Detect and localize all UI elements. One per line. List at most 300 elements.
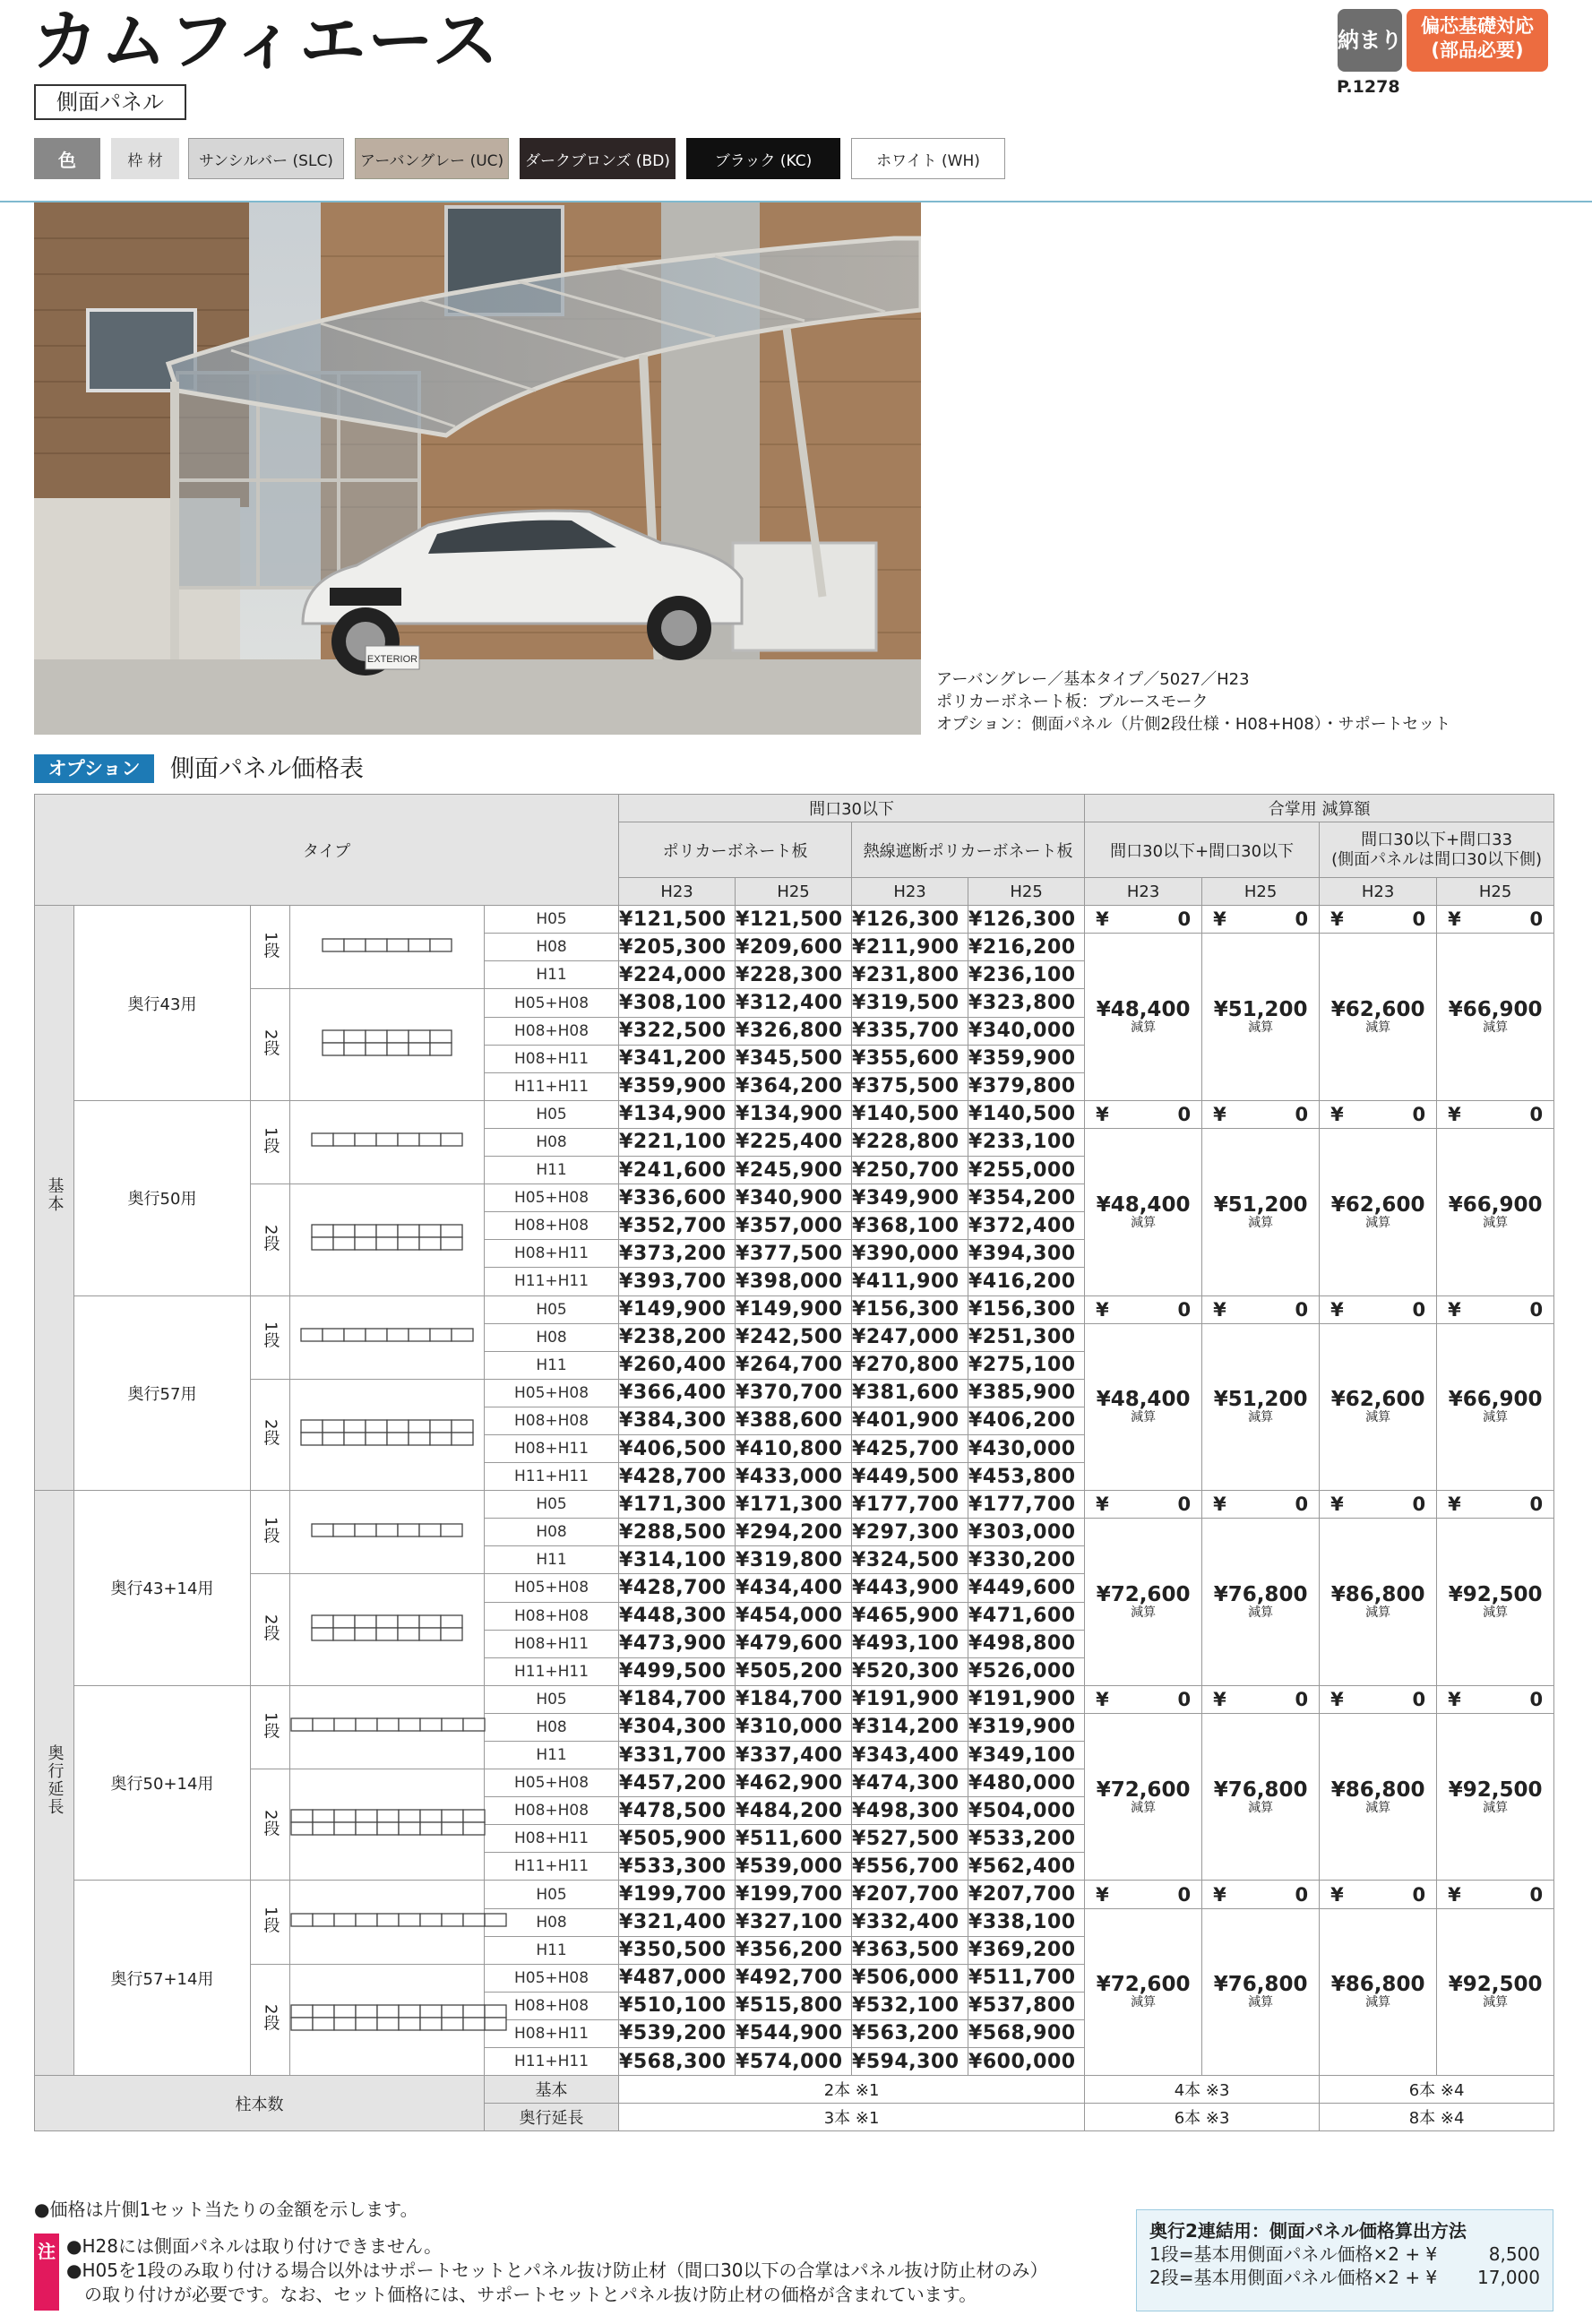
discount-note: 減算 bbox=[1248, 1995, 1274, 2010]
height-label: H05+H08 bbox=[485, 1379, 619, 1407]
discount-zero-cell bbox=[1320, 1491, 1437, 1519]
price-cell: ¥449,600 bbox=[968, 1574, 1085, 1602]
discount-zero bbox=[1202, 908, 1319, 930]
price-cell: ¥343,400 bbox=[852, 1742, 968, 1769]
dan-2-label bbox=[251, 989, 290, 1100]
dan-1-label bbox=[251, 1491, 290, 1574]
dan-1-label bbox=[251, 1685, 290, 1769]
zero-value: 0 bbox=[1412, 1883, 1426, 1906]
discount-cell bbox=[1085, 1323, 1202, 1491]
dan-2-label bbox=[251, 1964, 290, 2075]
kiso-badge-line1: 偏芯基礎対応 bbox=[1421, 15, 1534, 37]
price-cell: ¥324,500 bbox=[852, 1546, 968, 1574]
discount-note: 減算 bbox=[1365, 1215, 1391, 1230]
panel-diagram-cell bbox=[290, 1964, 485, 2075]
price-cell: ¥381,600 bbox=[852, 1379, 968, 1407]
calc-row2-value: 17,000 bbox=[1477, 2267, 1540, 2288]
osamari-badge: 納まり bbox=[1338, 9, 1402, 72]
discount-note: 減算 bbox=[1483, 1020, 1509, 1036]
price-cell: ¥275,100 bbox=[968, 1351, 1085, 1379]
discount-zero-cell bbox=[1202, 1295, 1320, 1323]
height-label: H11 bbox=[485, 1742, 619, 1769]
price-cell: ¥544,900 bbox=[736, 2019, 852, 2047]
dan-label-text: 2段 bbox=[261, 1809, 280, 1836]
zero-value: 0 bbox=[1412, 1298, 1426, 1321]
discount-zero bbox=[1085, 908, 1201, 930]
okuyuki-label: 奥行50用 bbox=[74, 1100, 251, 1295]
discount-value: ¥76,800 bbox=[1213, 1583, 1308, 1607]
price-cell: ¥398,000 bbox=[736, 1268, 852, 1295]
discount-note: 減算 bbox=[1248, 1020, 1274, 1036]
header-g2-line1: 間口30以下+間口33 bbox=[1361, 830, 1513, 849]
price-cell: ¥379,800 bbox=[968, 1072, 1085, 1100]
price-cell: ¥499,500 bbox=[619, 1657, 736, 1685]
page-subtitle: 側面パネル bbox=[34, 84, 186, 120]
zero-value: 0 bbox=[1529, 1298, 1544, 1321]
yen-sign: ¥ bbox=[1096, 1883, 1109, 1906]
yen-sign: ¥ bbox=[1096, 1298, 1109, 1321]
price-cell: ¥428,700 bbox=[619, 1574, 736, 1602]
height-label: H08+H11 bbox=[485, 1045, 619, 1072]
discount-value: ¥51,200 bbox=[1213, 1192, 1308, 1217]
zero-value: 0 bbox=[1529, 908, 1544, 931]
height-label: H05 bbox=[485, 1881, 619, 1908]
height-label: H05+H08 bbox=[485, 989, 619, 1017]
discount-note: 減算 bbox=[1483, 1215, 1509, 1230]
discount-note: 減算 bbox=[1248, 1410, 1274, 1425]
price-cell: ¥473,900 bbox=[619, 1630, 736, 1657]
footer-label: 柱本数 bbox=[35, 2076, 485, 2131]
note-tag: 注 bbox=[34, 2234, 59, 2311]
discount-note: 減算 bbox=[1131, 1605, 1157, 1621]
discount-value: ¥72,600 bbox=[1096, 1583, 1191, 1607]
price-cell: ¥199,700 bbox=[619, 1881, 736, 1908]
price-cell: ¥388,600 bbox=[736, 1407, 852, 1434]
price-cell: ¥251,300 bbox=[968, 1323, 1085, 1351]
price-cell: ¥228,800 bbox=[852, 1128, 968, 1156]
kiso-badge-line2: (部品必要) bbox=[1431, 39, 1524, 62]
price-cell: ¥478,500 bbox=[619, 1797, 736, 1825]
height-label: H08+H08 bbox=[485, 1212, 619, 1240]
height-label: H05+H08 bbox=[485, 1574, 619, 1602]
price-cell: ¥308,100 bbox=[619, 989, 736, 1017]
price-cell: ¥498,800 bbox=[968, 1630, 1085, 1657]
price-cell: ¥345,500 bbox=[736, 1045, 852, 1072]
discount-note: 減算 bbox=[1248, 1215, 1274, 1230]
yen-sign: ¥ bbox=[1330, 1883, 1344, 1906]
discount-cell bbox=[1437, 934, 1554, 1101]
zero-value: 0 bbox=[1412, 1103, 1426, 1125]
zero-value: 0 bbox=[1529, 1883, 1544, 1906]
note-line3: の取り付けが必要です。なお、セット価格には、サポートセットとパネル抜け防止材の価格が含まれています。 bbox=[66, 2284, 977, 2305]
caption-line3: オプション：側面パネル（片側2段仕様・H08+H08）・サポートセット bbox=[936, 715, 1451, 734]
discount-zero bbox=[1320, 908, 1436, 930]
height-label: H08+H11 bbox=[485, 1434, 619, 1462]
discount-zero bbox=[1202, 1299, 1319, 1321]
footer-r2-c: 8本 ※4 bbox=[1320, 2104, 1554, 2131]
caption-line1: アーバングレー／基本タイプ／5027／H23 bbox=[936, 670, 1250, 689]
product-photo bbox=[34, 202, 921, 735]
discount-value: ¥72,600 bbox=[1096, 1777, 1191, 1802]
discount-zero-cell bbox=[1202, 1685, 1320, 1713]
header-h23: H23 bbox=[1085, 878, 1202, 906]
header-h23: H23 bbox=[1320, 878, 1437, 906]
header-h25: H25 bbox=[1202, 878, 1320, 906]
height-label: H08 bbox=[485, 1323, 619, 1351]
discount-cell bbox=[1320, 1713, 1437, 1881]
price-cell: ¥121,500 bbox=[736, 906, 852, 934]
price-cell: ¥498,300 bbox=[852, 1797, 968, 1825]
price-cell: ¥314,200 bbox=[852, 1713, 968, 1741]
discount-cell bbox=[1085, 934, 1202, 1101]
discount-note: 減算 bbox=[1483, 1410, 1509, 1425]
discount-cell bbox=[1437, 1323, 1554, 1491]
discount-zero-cell bbox=[1320, 1295, 1437, 1323]
header-netsu: 熱線遮断ポリカーボネート板 bbox=[852, 822, 1085, 878]
calc-title: 奥行2連結用：側面パネル価格算出方法 bbox=[1149, 2220, 1467, 2242]
notes bbox=[66, 2234, 1048, 2307]
price-cell: ¥462,900 bbox=[736, 1769, 852, 1797]
dan-label-text: 2段 bbox=[261, 1419, 280, 1446]
price-cell: ¥448,300 bbox=[619, 1602, 736, 1630]
price-cell: ¥357,000 bbox=[736, 1212, 852, 1240]
caption-line2: ポリカーボネート板：ブルースモーク bbox=[936, 693, 1209, 711]
panel-diagram-icon bbox=[300, 1419, 474, 1446]
category-label: 奥行延長 bbox=[45, 1744, 65, 1817]
yen-sign: ¥ bbox=[1096, 1688, 1109, 1710]
discount-value: ¥92,500 bbox=[1448, 1777, 1543, 1802]
discount-zero-cell bbox=[1320, 1881, 1437, 1908]
swatch-kc: ブラック (KC) bbox=[686, 138, 840, 179]
discount-zero-cell bbox=[1085, 1881, 1202, 1908]
price-cell: ¥250,700 bbox=[852, 1157, 968, 1184]
discount-cell bbox=[1320, 934, 1437, 1101]
price-cell: ¥255,000 bbox=[968, 1157, 1085, 1184]
price-cell: ¥149,900 bbox=[619, 1295, 736, 1323]
option-tag: オプション bbox=[34, 754, 154, 783]
zero-value: 0 bbox=[1177, 1103, 1192, 1125]
height-label: H08+H08 bbox=[485, 1602, 619, 1630]
discount-zero-cell bbox=[1202, 1100, 1320, 1128]
zero-value: 0 bbox=[1177, 1298, 1192, 1321]
price-cell: ¥368,100 bbox=[852, 1212, 968, 1240]
price-cell: ¥433,000 bbox=[736, 1463, 852, 1491]
discount-note: 減算 bbox=[1483, 1800, 1509, 1815]
header-g2 bbox=[1320, 822, 1554, 878]
header-maguchi: 間口30以下 bbox=[619, 795, 1085, 822]
dan-1-label bbox=[251, 906, 290, 989]
price-cell: ¥191,900 bbox=[968, 1685, 1085, 1713]
price-cell: ¥411,900 bbox=[852, 1268, 968, 1295]
yen-sign: ¥ bbox=[1448, 1493, 1461, 1516]
price-cell: ¥242,500 bbox=[736, 1323, 852, 1351]
zero-value: 0 bbox=[1295, 1688, 1309, 1710]
price-cell: ¥457,200 bbox=[619, 1769, 736, 1797]
price-cell: ¥568,900 bbox=[968, 2019, 1085, 2047]
price-cell: ¥199,700 bbox=[736, 1881, 852, 1908]
discount-zero-cell bbox=[1085, 1295, 1202, 1323]
price-cell: ¥434,400 bbox=[736, 1574, 852, 1602]
discount-zero-cell bbox=[1437, 1881, 1554, 1908]
calc-row1 bbox=[1149, 2242, 1540, 2266]
price-cell: ¥430,000 bbox=[968, 1434, 1085, 1462]
price-cell: ¥532,100 bbox=[852, 1992, 968, 2019]
height-label: H05 bbox=[485, 1100, 619, 1128]
price-cell: ¥335,700 bbox=[852, 1017, 968, 1045]
panel-diagram-cell bbox=[290, 989, 485, 1100]
price-cell: ¥191,900 bbox=[852, 1685, 968, 1713]
price-cell: ¥326,800 bbox=[736, 1017, 852, 1045]
zero-value: 0 bbox=[1529, 1493, 1544, 1516]
price-cell: ¥504,000 bbox=[968, 1797, 1085, 1825]
swatch-wh: ホワイト (WH) bbox=[851, 138, 1005, 179]
price-cell: ¥474,300 bbox=[852, 1769, 968, 1797]
price-cell: ¥364,200 bbox=[736, 1072, 852, 1100]
yen-sign: ¥ bbox=[1330, 908, 1344, 931]
price-cell: ¥310,000 bbox=[736, 1713, 852, 1741]
height-label: H11+H11 bbox=[485, 1657, 619, 1685]
discount-note: 減算 bbox=[1483, 1605, 1509, 1621]
zero-value: 0 bbox=[1295, 1103, 1309, 1125]
panel-diagram-cell bbox=[290, 1100, 485, 1184]
footer-r2-a: 3本 ※1 bbox=[619, 2104, 1085, 2131]
price-cell: ¥140,500 bbox=[968, 1100, 1085, 1128]
discount-zero-cell bbox=[1085, 906, 1202, 934]
dan-label-text: 2段 bbox=[261, 2004, 280, 2031]
discount-value: ¥86,800 bbox=[1330, 1973, 1425, 1997]
height-label: H05+H08 bbox=[485, 1964, 619, 1992]
yen-sign: ¥ bbox=[1330, 1688, 1344, 1710]
price-cell: ¥465,900 bbox=[852, 1602, 968, 1630]
discount-zero-cell bbox=[1437, 1685, 1554, 1713]
yen-sign: ¥ bbox=[1213, 1103, 1226, 1125]
table-row bbox=[35, 1100, 1554, 1128]
table-row bbox=[35, 1685, 1554, 1713]
zero-value: 0 bbox=[1529, 1103, 1544, 1125]
price-cell: ¥207,700 bbox=[968, 1881, 1085, 1908]
price-cell: ¥322,500 bbox=[619, 1017, 736, 1045]
discount-value: ¥76,800 bbox=[1213, 1777, 1308, 1802]
panel-diagram-cell bbox=[290, 1881, 485, 1964]
price-cell: ¥510,100 bbox=[619, 1992, 736, 2019]
discount-cell bbox=[1437, 1519, 1554, 1686]
discount-value: ¥66,900 bbox=[1448, 1388, 1543, 1412]
price-cell: ¥321,400 bbox=[619, 1908, 736, 1936]
price-cell: ¥410,800 bbox=[736, 1434, 852, 1462]
panel-diagram-icon bbox=[300, 1328, 474, 1342]
discount-note: 減算 bbox=[1365, 1605, 1391, 1621]
price-cell: ¥184,700 bbox=[736, 1685, 852, 1713]
price-cell: ¥297,300 bbox=[852, 1519, 968, 1546]
price-cell: ¥264,700 bbox=[736, 1351, 852, 1379]
yen-sign: ¥ bbox=[1213, 1298, 1226, 1321]
panel-diagram-icon bbox=[290, 2004, 507, 2031]
dan-2-label bbox=[251, 1379, 290, 1490]
footer-r1-a: 2本 ※1 bbox=[619, 2076, 1085, 2104]
discount-zero-cell bbox=[1320, 1100, 1437, 1128]
height-label: H08+H08 bbox=[485, 1407, 619, 1434]
price-cell: ¥140,500 bbox=[852, 1100, 968, 1128]
price-cell: ¥515,800 bbox=[736, 1992, 852, 2019]
discount-value: ¥72,600 bbox=[1096, 1973, 1191, 1997]
dan-1-label bbox=[251, 1100, 290, 1184]
discount-note: 減算 bbox=[1248, 1800, 1274, 1815]
price-cell: ¥393,700 bbox=[619, 1268, 736, 1295]
price-cell: ¥211,900 bbox=[852, 934, 968, 961]
price-cell: ¥453,800 bbox=[968, 1463, 1085, 1491]
height-label: H11 bbox=[485, 1936, 619, 1964]
height-label: H08+H11 bbox=[485, 1825, 619, 1853]
price-table-body bbox=[35, 906, 1554, 2076]
discount-note: 減算 bbox=[1365, 1995, 1391, 2010]
height-label: H08 bbox=[485, 1519, 619, 1546]
price-cell: ¥406,500 bbox=[619, 1434, 736, 1462]
page-title: カムフィエース bbox=[32, 3, 501, 80]
price-cell: ¥479,600 bbox=[736, 1630, 852, 1657]
calc-row1-value: 8,500 bbox=[1488, 2243, 1540, 2265]
price-cell: ¥327,100 bbox=[736, 1908, 852, 1936]
discount-note: 減算 bbox=[1248, 1605, 1274, 1621]
discount-zero-cell bbox=[1085, 1100, 1202, 1128]
discount-zero bbox=[1202, 1104, 1319, 1125]
price-cell: ¥349,900 bbox=[852, 1184, 968, 1212]
height-label: H08+H11 bbox=[485, 1630, 619, 1657]
price-cell: ¥416,200 bbox=[968, 1268, 1085, 1295]
dan-label-text: 1段 bbox=[261, 1126, 280, 1154]
height-label: H11+H11 bbox=[485, 1268, 619, 1295]
panel-diagram-icon bbox=[290, 1913, 507, 1927]
price-cell: ¥526,000 bbox=[968, 1657, 1085, 1685]
zero-value: 0 bbox=[1295, 908, 1309, 931]
discount-zero bbox=[1085, 1884, 1201, 1906]
panel-diagram-cell bbox=[290, 1295, 485, 1379]
price-cell: ¥340,000 bbox=[968, 1017, 1085, 1045]
height-label: H11 bbox=[485, 1157, 619, 1184]
panel-diagram-cell bbox=[290, 1379, 485, 1490]
price-cell: ¥594,300 bbox=[852, 2048, 968, 2076]
price-cell: ¥574,000 bbox=[736, 2048, 852, 2076]
discount-cell bbox=[1085, 1128, 1202, 1295]
price-cell: ¥126,300 bbox=[968, 906, 1085, 934]
discount-note: 減算 bbox=[1365, 1410, 1391, 1425]
swatch-slc: サンシルバー (SLC) bbox=[188, 138, 344, 179]
price-cell: ¥330,200 bbox=[968, 1546, 1085, 1574]
discount-cell bbox=[1202, 934, 1320, 1101]
price-cell: ¥556,700 bbox=[852, 1853, 968, 1881]
yen-sign: ¥ bbox=[1330, 1103, 1344, 1125]
height-label: H11 bbox=[485, 961, 619, 989]
discount-cell bbox=[1085, 1713, 1202, 1881]
table-row bbox=[35, 1881, 1554, 1908]
discount-zero bbox=[1202, 1493, 1319, 1515]
height-label: H08+H11 bbox=[485, 2019, 619, 2047]
price-cell: ¥568,300 bbox=[619, 2048, 736, 2076]
discount-zero bbox=[1202, 1689, 1319, 1710]
discount-zero bbox=[1437, 1884, 1553, 1906]
yen-sign: ¥ bbox=[1213, 908, 1226, 931]
footer-r1-type: 基本 bbox=[485, 2076, 619, 2104]
price-cell: ¥121,500 bbox=[619, 906, 736, 934]
price-cell: ¥563,200 bbox=[852, 2019, 968, 2047]
price-cell: ¥238,200 bbox=[619, 1323, 736, 1351]
dan-2-label bbox=[251, 1184, 290, 1295]
height-label: H05 bbox=[485, 1295, 619, 1323]
price-cell: ¥149,900 bbox=[736, 1295, 852, 1323]
price-cell: ¥171,300 bbox=[619, 1491, 736, 1519]
panel-diagram-icon bbox=[311, 1523, 463, 1537]
price-cell: ¥349,100 bbox=[968, 1742, 1085, 1769]
header-h23: H23 bbox=[852, 878, 968, 906]
sign-text: EXTERIOR bbox=[366, 654, 418, 665]
price-cell: ¥270,800 bbox=[852, 1351, 968, 1379]
header-h23: H23 bbox=[619, 878, 736, 906]
panel-diagram-icon bbox=[311, 1224, 463, 1251]
discount-value: ¥62,600 bbox=[1330, 1388, 1425, 1412]
price-cell: ¥225,400 bbox=[736, 1128, 852, 1156]
price-cell: ¥359,900 bbox=[619, 1072, 736, 1100]
price-cell: ¥384,300 bbox=[619, 1407, 736, 1434]
calc-row2-label: 2段=基本用側面パネル価格×2 + ¥ bbox=[1149, 2267, 1438, 2288]
discount-note: 減算 bbox=[1131, 1995, 1157, 2010]
dan-2-label bbox=[251, 1769, 290, 1881]
zero-value: 0 bbox=[1412, 1688, 1426, 1710]
footer-r2-type: 奥行延長 bbox=[485, 2104, 619, 2131]
yen-sign: ¥ bbox=[1096, 1493, 1109, 1516]
price-cell: ¥209,600 bbox=[736, 934, 852, 961]
discount-cell bbox=[1202, 1519, 1320, 1686]
category-cell bbox=[35, 1491, 74, 2076]
height-label: H11+H11 bbox=[485, 2048, 619, 2076]
height-label: H05 bbox=[485, 1685, 619, 1713]
price-cell: ¥454,000 bbox=[736, 1602, 852, 1630]
price-cell: ¥487,000 bbox=[619, 1964, 736, 1992]
footer-r2-b: 6本 ※3 bbox=[1085, 2104, 1320, 2131]
price-cell: ¥363,500 bbox=[852, 1936, 968, 1964]
zero-value: 0 bbox=[1177, 908, 1192, 931]
discount-value: ¥86,800 bbox=[1330, 1777, 1425, 1802]
price-cell: ¥247,000 bbox=[852, 1323, 968, 1351]
zero-value: 0 bbox=[1412, 1493, 1426, 1516]
header-h25: H25 bbox=[1437, 878, 1554, 906]
discount-zero-cell bbox=[1437, 906, 1554, 934]
panel-diagram-icon bbox=[322, 1029, 452, 1056]
price-cell: ¥177,700 bbox=[852, 1491, 968, 1519]
discount-zero bbox=[1085, 1493, 1201, 1515]
swatch-uc: アーバングレー (UC) bbox=[355, 138, 509, 179]
dan-label-text: 1段 bbox=[261, 1907, 280, 1933]
price-cell: ¥134,900 bbox=[736, 1100, 852, 1128]
price-cell: ¥373,200 bbox=[619, 1240, 736, 1268]
price-cell: ¥359,900 bbox=[968, 1045, 1085, 1072]
zero-value: 0 bbox=[1295, 1883, 1309, 1906]
price-cell: ¥511,700 bbox=[968, 1964, 1085, 1992]
discount-cell bbox=[1437, 1128, 1554, 1295]
discount-zero-cell bbox=[1085, 1685, 1202, 1713]
price-cell: ¥356,200 bbox=[736, 1936, 852, 1964]
price-cell: ¥533,300 bbox=[619, 1853, 736, 1881]
yen-sign: ¥ bbox=[1213, 1883, 1226, 1906]
height-label: H08 bbox=[485, 1128, 619, 1156]
yen-sign: ¥ bbox=[1448, 908, 1461, 931]
height-label: H11+H11 bbox=[485, 1853, 619, 1881]
discount-value: ¥66,900 bbox=[1448, 1192, 1543, 1217]
price-cell: ¥314,100 bbox=[619, 1546, 736, 1574]
yen-sign: ¥ bbox=[1096, 908, 1109, 931]
price-cell: ¥511,600 bbox=[736, 1825, 852, 1853]
dan-label-text: 1段 bbox=[261, 1321, 280, 1348]
price-cell: ¥366,400 bbox=[619, 1379, 736, 1407]
discount-value: ¥48,400 bbox=[1096, 1192, 1191, 1217]
